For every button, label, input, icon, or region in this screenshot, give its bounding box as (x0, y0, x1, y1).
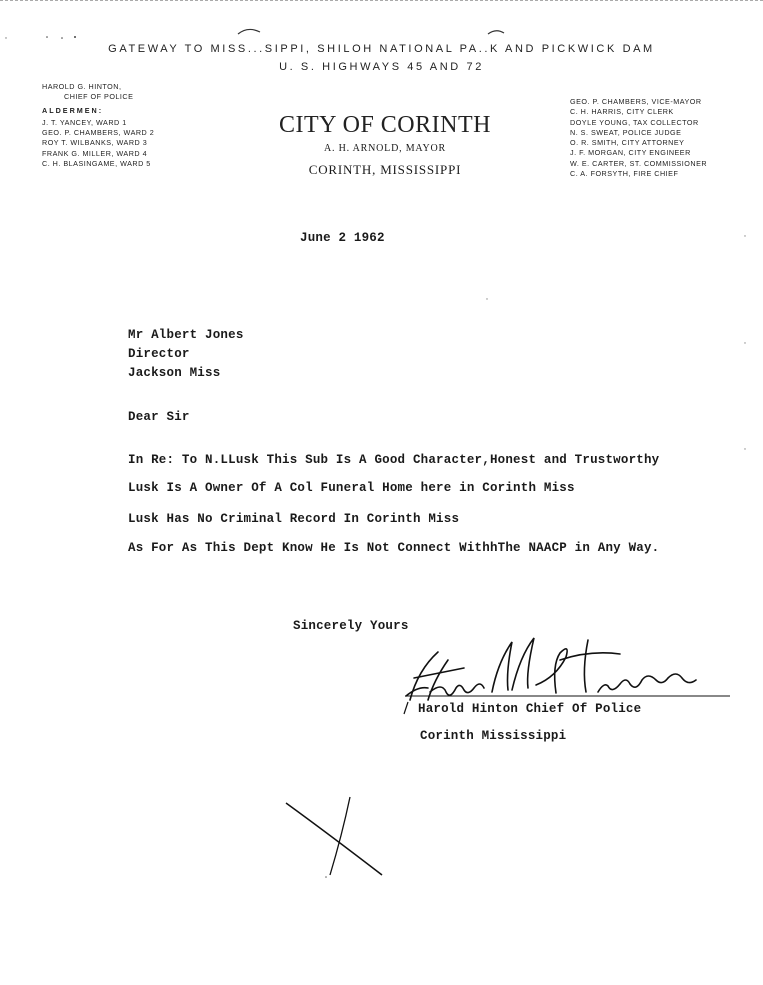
alderman-item: ROY T. WILBANKS, WARD 3 (42, 138, 148, 148)
banner-line-2: U. S. HIGHWAYS 45 AND 72 (279, 61, 484, 73)
alderman-item: FRANK G. MILLER, WARD 4 (42, 148, 148, 158)
alderman-item: C. H. BLASINGAME, WARD 5 (42, 159, 151, 169)
mayor-line: A. H. ARNOLD, MAYOR (323, 143, 447, 154)
official-item: N. S. SWEAT, POLICE JUDGE (570, 127, 682, 137)
official-item: C. H. HARRIS, CITY CLERK (570, 107, 674, 117)
aldermen-heading: ALDERMEN: (42, 105, 104, 115)
official-item: DOYLE YOUNG, TAX COLLECTOR (570, 117, 699, 127)
recipient-line: Jackson Miss (128, 366, 221, 380)
body-line: Lusk Has No Criminal Record In Corinth Miss (128, 512, 460, 526)
alderman-item: J. T. YANCEY, WARD 1 (42, 117, 127, 127)
official-item: W. E. CARTER, ST. COMMISSIONER (570, 158, 708, 168)
signer-location: Corinth Mississippi (420, 729, 567, 743)
signer-name: Harold Hinton Chief Of Police (418, 702, 642, 716)
letter-date: June 2 1962 (300, 231, 385, 245)
city-title: CITY OF CORINTH (279, 112, 491, 138)
chief-name: HAROLD G. HINTON, (42, 82, 122, 91)
closing: Sincerely Yours (293, 619, 409, 633)
official-item: J. F. MORGAN, CITY ENGINEER (570, 148, 691, 158)
official-item: O. R. SMITH, CITY ATTORNEY (570, 138, 685, 148)
body-line: In Re: To N.LLusk This Sub Is A Good Character,Honest and Trustworthy (128, 453, 660, 467)
banner-line-1: GATEWAY TO MISS...SIPPI, SHILOH NATIONAL PA..K AND PICKWICK DAM (108, 43, 655, 55)
body-line: Lusk Is A Owner Of A Col Funeral Home here in Corinth Miss (128, 481, 575, 495)
official-item: GEO. P. CHAMBERS, VICE-MAYOR (570, 97, 702, 106)
salutation: Dear Sir (128, 410, 190, 424)
city-state-line: CORINTH, MISSISSIPPI (308, 162, 462, 177)
recipient-line: Mr Albert Jones (128, 328, 244, 342)
chief-title: CHIEF OF POLICE (64, 92, 134, 102)
alderman-item: GEO. P. CHAMBERS, WARD 2 (42, 128, 155, 138)
recipient-line: Director (128, 347, 190, 361)
official-item: C. A. FORSYTH, FIRE CHIEF (570, 169, 679, 179)
body-line: As For As This Dept Know He Is Not Connect WithhThe NAACP in Any Way. (128, 541, 660, 555)
